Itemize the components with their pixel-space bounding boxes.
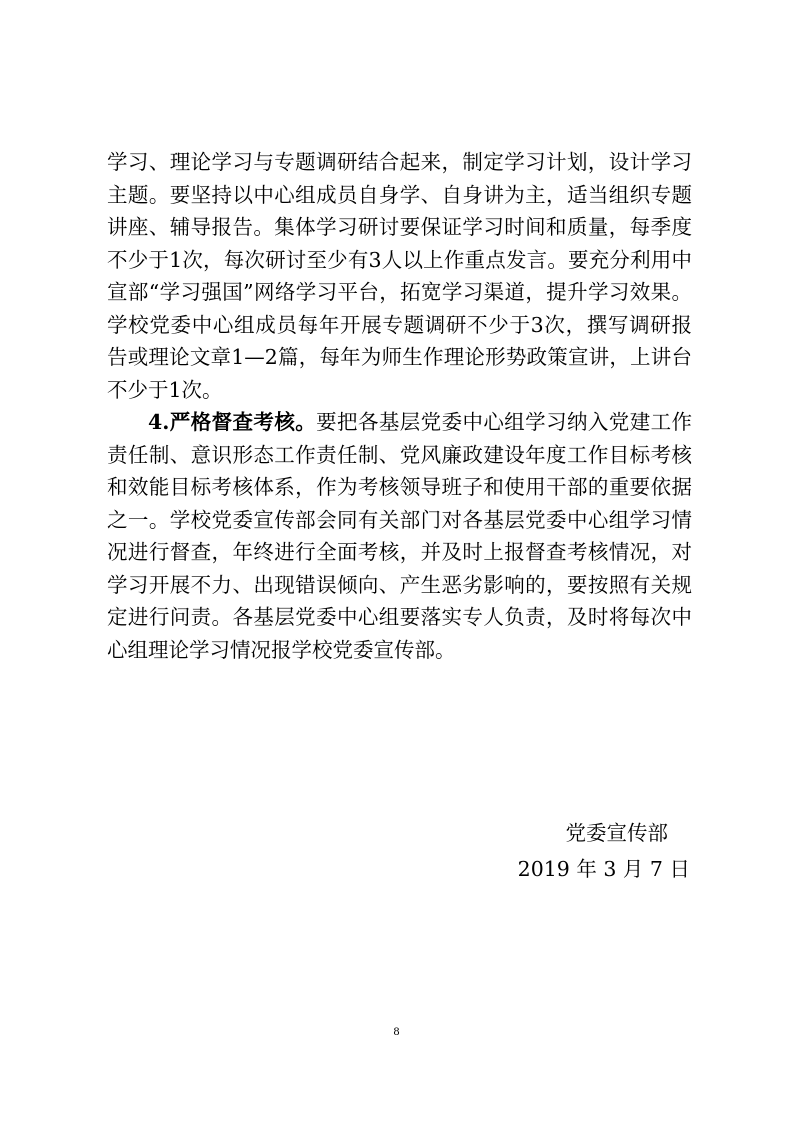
signature-date: 2019 年 3 月 7 日 [517,857,690,881]
paragraph-supervision [107,406,692,666]
paragraph-heading: 4.严格督查考核。 [148,410,317,434]
paragraph-continuation [107,146,692,406]
document-body [107,146,692,666]
signature-block [518,815,690,887]
paragraph-text: 要把各基层党委中心组学习纳入党建工作责任制、意识形态工作责任制、党风廉政建设年度工作目标考核和效能目标考核体系，作为考核领导班子和使用干部的重要依据之一。学校党委宣传部会同有关部门对各基层党委中心组学习情况进行督查，年终进行全面考核，并及时上报督查考核情况，对学习开展不力、出现错误倾向、产生恶劣影响的，要按照有关规定进行问责。各基层党委中心组要落实专人负责，及时将每次中心组理论学习情况报学校党委宣传部。 [107,410,693,662]
signature-organization: 党委宣传部 [565,821,668,845]
page-number: 8 [393,1024,400,1038]
paragraph-text: 学习、理论学习与专题调研结合起来，制定学习计划，设计学习主题。要坚持以中心组成员自身学、自身讲为主，适当组织专题讲座、辅导报告。集体学习研讨要保证学习时间和质量，每季度不少于1次，每次研讨至少有3人以上作重点发言。要充分利用中宣部“学习强国”网络学习平台，拓宽学习渠道，提升学习效果。学校党委中心组成员每年开展专题调研不少于3次，撰写调研报告或理论文章1—2篇，每年为师生作理论形势政策宣讲，上讲台不少于1次。 [107,150,692,402]
